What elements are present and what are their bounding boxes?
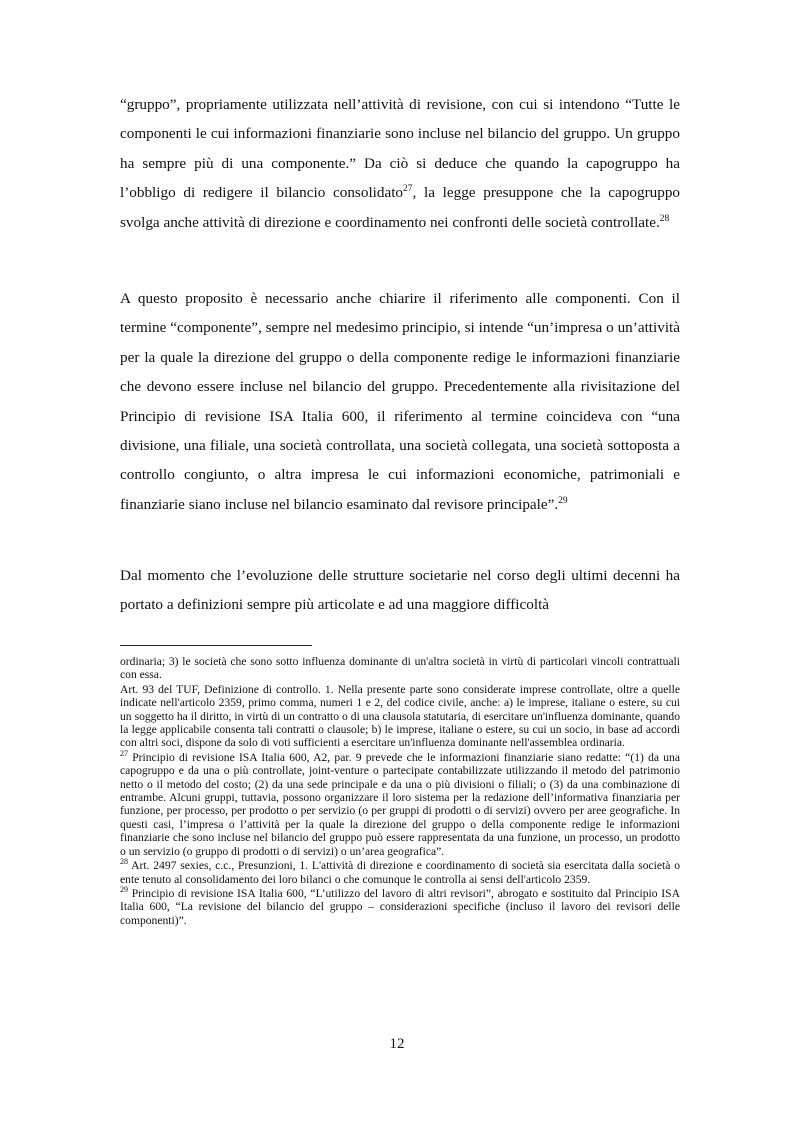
footnote-reference[interactable]: 29 xyxy=(558,495,568,506)
body-paragraph-2 xyxy=(120,284,680,519)
paragraph-text xyxy=(120,284,680,519)
footnote-marker: 27 xyxy=(120,748,128,758)
footnote-29 xyxy=(120,887,680,927)
footnote-text: Principio di revisione ISA Italia 600, “L’utilizzo del lavoro di altri revisori”, abrogato e sostituito dal Principio ISA Italia 600, “La revisione del bilancio del gruppo – considerazioni specifiche (incluso il lavoro dei revisori delle componenti)”. xyxy=(120,886,680,927)
footnote-text: Art. 93 del TUF, Definizione di controllo. 1. Nella presente parte sono considerate imprese controllate, oltre a quelle indicate nell'articolo 2359, primo comma, numeri 1 e 2, del codice civile, anche: a) le imprese, italiane o estere, su cui un soggetto ha il diritto, in virtù di un contratto o di una clausola statutaria, di esercitare un'influenza dominante, quando la legge applicabile consenta tali contratti o clausole; b) le imprese, italiane o estere, su cui un socio, in base ad accordi con altri soci, dispone da solo di voti sufficienti a esercitare un'influenza dominante nell'assemblea ordinaria. xyxy=(120,682,680,750)
footnote-28 xyxy=(120,859,680,886)
paragraph-text-part: , la legge presuppone che la capogruppo svolga anche attività di direzione e coordinamento nei confronti delle società controllate. xyxy=(120,184,681,231)
paragraph-text-part: A questo proposito è necessario anche chiarire il riferimento alle componenti. Con il termine “componente”, sempre nel medesimo principio, si intende “un’impresa o un’attività per la quale la direzione del gruppo o della componente redige le informazioni finanziarie che devono essere incluse nel bilancio del gruppo. Precedentemente alla rivisitazione del Principio di revisione ISA Italia 600, il riferimento al termine coincideva con “una divisione, una filiale, una società controllata, una società collegata, una società sottoposta a controllo congiunto, o altra impresa le cui informazioni economiche, patrimoniali e finanziarie siano incluse nel bilancio esaminato dal revisore principale”. xyxy=(120,290,680,513)
footnote-text: ordinaria; 3) le società che sono sotto influenza dominante di un'altra società in virtù di particolari vincoli contrattuali con essa. xyxy=(120,655,680,682)
footnote-continuation xyxy=(120,655,680,682)
footnote-reference[interactable]: 27 xyxy=(403,184,413,195)
paragraph-text: Dal momento che l’evoluzione delle strutture societarie nel corso degli ultimi decenni ha portato a definizioni sempre più articolate e ad una maggiore difficoltà xyxy=(120,567,680,614)
footnote-reference[interactable]: 28 xyxy=(659,213,670,224)
body-paragraph-3 xyxy=(120,561,680,620)
paragraph-text xyxy=(120,90,680,237)
body-paragraph-1 xyxy=(120,90,680,237)
footnote-continuation xyxy=(120,683,680,750)
footnote-marker: 29 xyxy=(120,885,128,895)
paragraph-text-part: “gruppo”, propriamente utilizzata nell’attività di revisione, con cui si intendono “Tutte le componenti le cui informazioni finanziarie sono incluse nel bilancio del gruppo. Un gruppo ha sempre più di una componente.” Da ciò si deduce che quando la capogruppo ha l’obbligo di redigere il bilancio consolidato xyxy=(120,96,680,202)
footnote-27 xyxy=(120,748,680,858)
footnote-marker: 28 xyxy=(120,857,128,867)
footnote-text: Art. 2497 sexies, c.c., Presunzioni, 1. L'attività di direzione e coordinamento di società sia esercitata dalla società o ente tenuto al consolidamento dei loro bilanci o che comunque le controlla ai sensi dell'articolo 2359. xyxy=(120,859,680,886)
footnote-separator xyxy=(120,645,312,646)
page-number: 12 xyxy=(389,1036,405,1052)
footnote-text: Principio di revisione ISA Italia 600, A2, par. 9 prevede che le informazioni finanziarie siano redatte: “(1) da una capogruppo e da una o più controllate, joint-venture o partecipate contabilizzate utilizzando il metodo del patrimonio netto o il metodo del costo; (2) da una sede principale e da una o più divisioni o filiali; o (3) da una combinazione di entrambe. Alcuni gruppi, tuttavia, possono organizzare il loro sistema per la redazione dell’informativa finanziaria per funzione, per processo, per prodotto o per servizio (o per gruppi di prodotti o di servizi) ovvero per aree geografiche. In questi casi, l’impresa o l’attività per la quale la direzione del gruppo o della componente redige le informazioni finanziarie che sono incluse nel bilancio del gruppo può essere rappresentata da una funzione, un processo, un prodotto o un servizio (o gruppo di prodotti o di servizi) o un’area geografica”. xyxy=(120,750,680,858)
footnotes-section xyxy=(120,655,680,928)
